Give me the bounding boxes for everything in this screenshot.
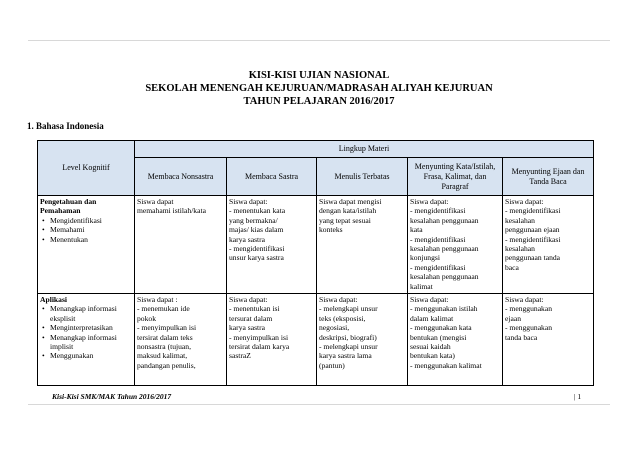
cell-text: Siswa dapat: - menggunakan ejaan - menggunakan tanda baca — [505, 295, 553, 342]
table-cell — [503, 294, 594, 386]
table-cell — [317, 196, 408, 294]
table-cell — [408, 196, 503, 294]
cell-text: Siswa dapat: - menggunakan istilah dalam kalimat - menggunakan kata bentukan (mengisi sesuai kaidah bentukan kata) - menggunakan kalimat — [410, 295, 482, 370]
page-number: | 1 — [574, 392, 582, 401]
lingkup-materi-header: Lingkup Materi — [135, 141, 594, 158]
level-cell — [38, 294, 135, 386]
table-cell — [408, 294, 503, 386]
table-cell — [317, 294, 408, 386]
level-kognitif-header: Level Kognitif — [38, 141, 135, 196]
table-row — [38, 196, 594, 294]
doc-title-line2: SEKOLAH MENENGAH KEJURUAN/MADRASAH ALIYAH KEJURUAN — [145, 83, 493, 94]
section-heading: 1. Bahasa Indonesia — [27, 121, 104, 131]
cell-text: Siswa dapat memahami istilah/kata — [137, 197, 206, 216]
cell-text: Siswa dapat: - menentukan isi tersurat dalam karya sastra - menyimpulkan isi tersirat dalam karya sastraZ — [229, 295, 290, 361]
cell-text: Siswa dapat: - menentukan kata yang bermakna/ majas/ kias dalam karya sastra - mengidentifikasi unsur karya sastra — [229, 197, 286, 263]
table-row — [38, 294, 594, 386]
cell-text: Siswa dapat mengisi dengan kata/istilah yang tepat sesuai konteks — [319, 197, 382, 235]
table-cell — [135, 196, 227, 294]
page-bottom-divider — [28, 404, 610, 405]
doc-title-line1: KISI-KISI UJIAN NASIONAL — [248, 70, 390, 81]
kisi-kisi-table — [37, 140, 594, 386]
column-header: Membaca Sastra — [227, 158, 317, 196]
table-cell — [503, 196, 594, 294]
level-bullet: • Menangkap informasi implisit — [50, 333, 132, 352]
table-cell — [227, 294, 317, 386]
level-bullet: • Menggunakan — [50, 351, 132, 360]
level-bullet: • Mengidentifikasi — [50, 216, 132, 225]
cell-text: Siswa dapat: - melengkapi unsur teks (eksposisi, negosiasi, deskripsi, biografi) - melengkapi unsur karya sastra lama (pantun) — [319, 295, 378, 370]
footer-doc-name: Kisi-Kisi SMK/MAK Tahun 2016/2017 — [52, 392, 172, 401]
level-bullet: • Menangkap informasi eksplisit — [50, 304, 132, 323]
column-header: Menyunting Kata/Istilah, Frasa, Kalimat, dan Paragraf — [408, 158, 503, 196]
level-cell — [38, 196, 135, 294]
doc-title-line3: TAHUN PELAJARAN 2016/2017 — [243, 96, 395, 107]
table-cell — [135, 294, 227, 386]
level-bullet: • Menentukan — [50, 235, 132, 244]
cell-text: Siswa dapat: - mengidentifikasi kesalahan penggunaan kata - mengidentifikasi kesalahan penggunaan konjungsi - mengidentifikasi kesalahan penggunaan kalimat — [410, 197, 479, 291]
cell-text: Siswa dapat : - menemukan ide pokok - menyimpulkan isi tersirat dalam teks nonsastra (tujuan, maksud kalimat, pandangan penulis, — [137, 295, 197, 370]
level-title: Aplikasi — [40, 295, 68, 304]
column-header: Menyunting Ejaan dan Tanda Baca — [503, 158, 594, 196]
level-bullet: • Menginterpretasikan — [50, 323, 132, 332]
page-top-divider — [28, 40, 610, 41]
level-title: Pengetahuan dan Pemahaman — [40, 197, 97, 216]
level-bullet: • Memahami — [50, 225, 132, 234]
cell-text: Siswa dapat: - mengidentifikasi kesalahan penggunaan ejaan - mengidentifikasi kesalahan penggunaan tanda baca — [505, 197, 561, 272]
table-cell — [227, 196, 317, 294]
column-header: Menulis Terbatas — [317, 158, 408, 196]
column-header: Membaca Nonsastra — [135, 158, 227, 196]
